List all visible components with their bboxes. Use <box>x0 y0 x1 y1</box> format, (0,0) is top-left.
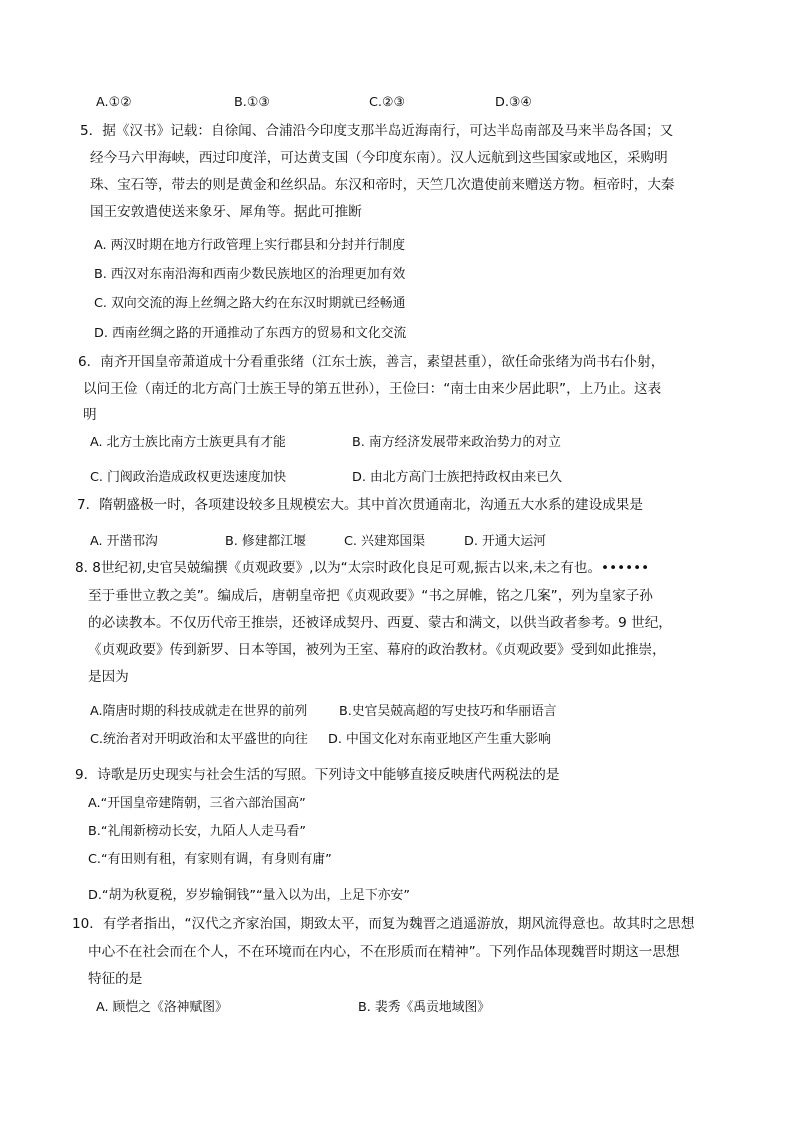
q5-stem-line-3: 珠、宝石等，带去的则是黄金和丝织品。东汉和帝时，天竺几次遣使前来赠送方物。桓帝时，大秦 <box>90 177 675 193</box>
q5-stem-line-1: 5．据《汉书》记载：自徐闻、合浦沿今印度支那半岛近海南行，可达半岛南部及马来半岛各国；又 <box>80 123 674 139</box>
q7-option-b: B. 修建都江堰 <box>225 534 306 549</box>
q6-option-d: D. 由北方高门士族把持政权由来已久 <box>352 470 562 485</box>
q6-stem-line-3: 明 <box>83 407 97 423</box>
q10-stem-line-3: 特征的是 <box>88 971 143 987</box>
q6-stem-line-2: 以问王俭（南迁的北方高门士族王导的第五世孙），王俭曰：“南士由来少居此职”，上乃止。这表 <box>83 381 662 397</box>
q8-option-b: B.史官吴兢高超的写史技巧和华丽语言 <box>339 704 557 719</box>
q10-option-a: A. 顾恺之《洛神赋图》 <box>96 1000 228 1015</box>
q9-option-a: A.“开国皇帝建隋朝，三省六部治国高” <box>88 796 306 811</box>
q8-option-c: C.统治者对开明政治和太平盛世的向往 <box>90 732 308 747</box>
q7-option-c: C. 兴建郑国渠 <box>344 534 426 549</box>
q10-stem-line-1: 10．有学者指出，“汉代之齐家治国，期致太平，而复为魏晋之逍遥游放，期风流得意也。故其时之思想 <box>72 916 695 932</box>
q9-option-d: D.“胡为秋夏税，岁岁输铜钱”“量入以为出，上足下亦安” <box>88 888 410 903</box>
q8-option-d: D. 中国文化对东南亚地区产生重大影响 <box>328 732 551 747</box>
q4-option-b: B.①③ <box>234 95 270 110</box>
q7-option-d: D. 开通大运河 <box>464 534 546 549</box>
q5-option-c: C. 双向交流的海上丝绸之路大约在东汉时期就已经畅通 <box>94 296 406 311</box>
q5-option-d: D. 西南丝绸之路的开通推动了东西方的贸易和文化交流 <box>94 326 407 341</box>
q4-option-d: D.③④ <box>495 95 532 110</box>
q8-stem-line-2: 至于垂世立教之美”。编成后，唐朝皇帝把《贞观政要》“书之屏帷，铭之几案”，列为皇家子孙 <box>88 588 653 604</box>
q7-option-a: A. 开凿邗沟 <box>90 534 158 549</box>
q5-option-a: A. 两汉时期在地方行政管理上实行郡县和分封并行制度 <box>94 238 405 253</box>
q6-option-b: B. 南方经济发展带来政治势力的对立 <box>352 435 561 450</box>
q10-stem-line-2: 中心不在社会而在个人，不在环境而在内心，不在形质而在精神”。下列作品体现魏晋时期这一思想 <box>88 944 680 960</box>
q4-option-c: C.②③ <box>369 95 405 110</box>
q7-stem: 7．隋朝盛极一时，各项建设较多且规模宏大。其中首次贯通南北，沟通五大水系的建设成果是 <box>77 497 643 513</box>
q9-option-b: B.“礼闱新榜动长安，九陌人人走马看” <box>88 824 307 839</box>
q8-stem-line-3: 的必读教本。不仅历代帝王推崇，还被译成契丹、西夏、蒙古和满文，以供当政者参考。9 世纪， <box>88 615 672 631</box>
q9-stem: 9．诗歌是历史现实与社会生活的写照。下列诗文中能够直接反映唐代两税法的是 <box>75 767 560 783</box>
q5-option-b: B. 西汉对东南沿海和西南少数民族地区的治理更加有效 <box>94 267 406 282</box>
q10-option-b: B. 裴秀《禹贡地域图》 <box>358 1000 491 1015</box>
q8-stem-line-4: 《贞观政要》传到新罗、日本等国，被列为王室、幕府的政治教材。《贞观政要》受到如此推崇， <box>88 642 666 658</box>
q4-option-a: A.①② <box>96 95 132 110</box>
q6-option-c: C. 门阀政治造成政权更迭速度加快 <box>90 470 287 485</box>
q8-option-a: A.隋唐时期的科技成就走在世界的前列 <box>90 704 308 719</box>
q6-option-a: A. 北方士族比南方士族更具有才能 <box>90 435 286 450</box>
q8-stem-line-1: 8. 8世纪初,史官吴兢编撰《贞观政要》,以为“太宗时政化良足可观,振古以来,未之有也。•••••• <box>75 560 650 576</box>
q9-option-c: C.“有田则有租，有家则有调，有身则有庸” <box>88 852 332 867</box>
q5-stem-line-4: 国王安敦遣使送来象牙、犀角等。据此可推断 <box>90 204 362 220</box>
q6-stem-line-1: 6．南齐开国皇帝萧道成十分看重张绪（江东士族，善言，素望甚重），欲任命张绪为尚书右仆射， <box>78 354 665 370</box>
q8-stem-line-5: 是因为 <box>88 669 129 685</box>
q5-stem-line-2: 经今马六甲海峡，西过印度洋，可达黄支国（今印度东南）。汉人远航到这些国家或地区，采购明 <box>90 150 668 166</box>
